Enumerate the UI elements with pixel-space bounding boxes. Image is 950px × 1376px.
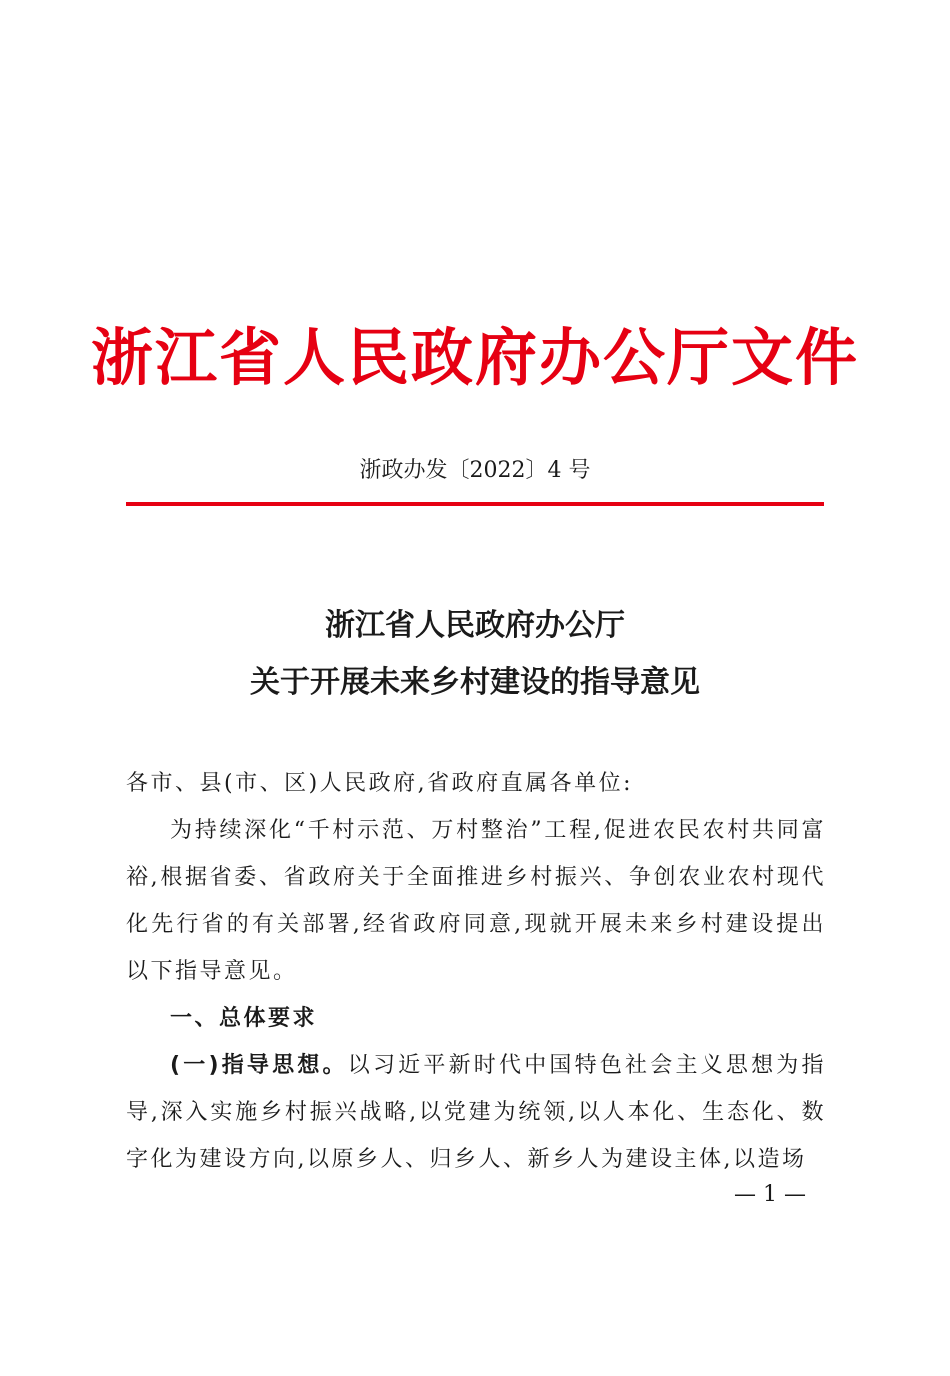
section-heading: 一、总体要求 <box>170 1006 318 1031</box>
intro-paragraph: 为持续深化“千村示范、万村整治”工程,促进农民农村共同富裕,根据省委、省政府关于全面推进乡村振兴、争创农业农村现代化先行省的有关部署,经省政府同意,现就开展未来乡村建设提出以下指导意见。 <box>126 818 826 984</box>
document-body <box>126 760 826 1183</box>
item-paragraph <box>126 1042 826 1183</box>
red-divider-line <box>126 502 824 506</box>
document-title-line-1: 浙江省人民政府办公厅 <box>325 608 625 643</box>
document-title-line-2: 关于开展未来乡村建设的指导意见 <box>250 665 700 700</box>
page-number: — 1 — <box>734 1182 806 1207</box>
salutation: 各市、县(市、区)人民政府,省政府直属各单位: <box>126 771 634 796</box>
item-text: 以习近平新时代中国特色社会主义思想为指导,深入实施乡村振兴战略,以党建为统领,以人本化、生态化、数字化为建设方向,以原乡人、归乡人、新乡人为建设主体,以造场 <box>126 1053 826 1172</box>
document-number: 浙政办发〔2022〕4 号 <box>359 458 591 483</box>
item-lead: (一)指导思想。 <box>170 1053 348 1078</box>
masthead-title: 浙江省人民政府办公厅文件 <box>90 321 859 394</box>
